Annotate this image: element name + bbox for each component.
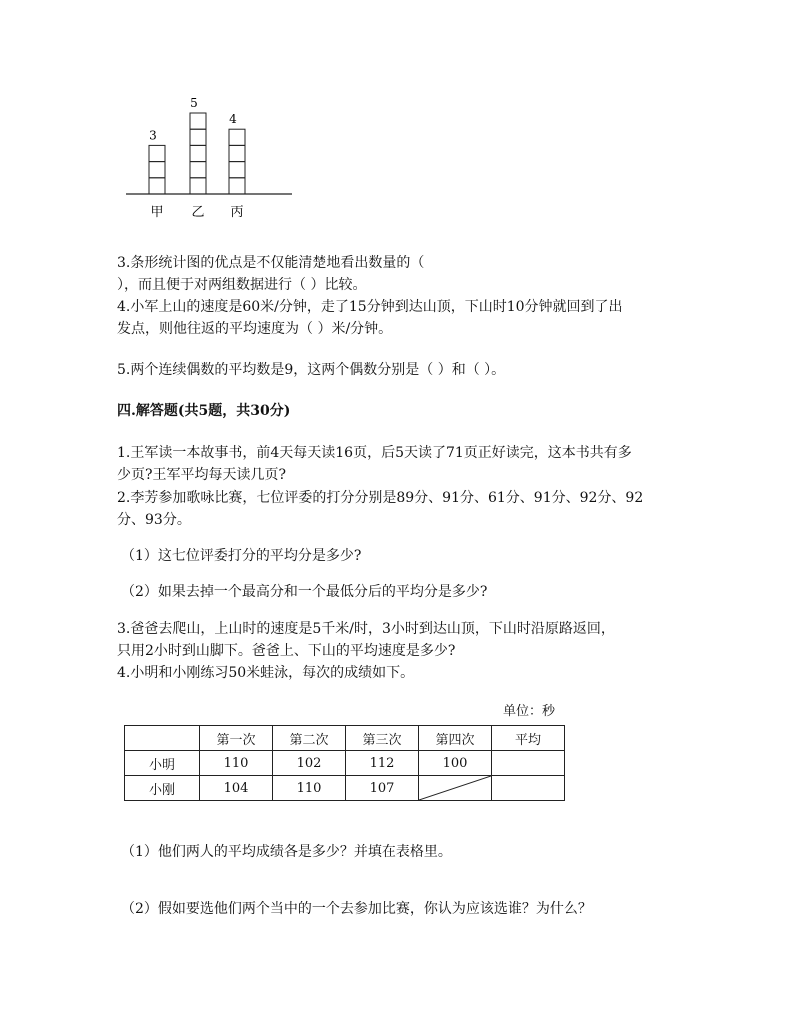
- problem-1-line-2: 少页?王军平均每天读几页?: [117, 467, 287, 483]
- bar-unit-square: [149, 178, 165, 194]
- bar-unit-square: [190, 113, 206, 129]
- table-cell-blank: [492, 751, 565, 776]
- question-3-line-1: 3.条形统计图的优点是不仅能清楚地看出数量的（: [117, 255, 425, 271]
- bar-unit-square: [229, 162, 245, 178]
- problem-3-line-1: 3.爸爸去爬山，上山时的速度是5千米/时，3小时到达山顶，下山时沿原路返回，: [117, 621, 615, 637]
- category-label: 甲: [150, 205, 164, 220]
- table-cell: 102: [273, 751, 346, 776]
- problem-2-sub-2: （2）如果去掉一个最高分和一个最低分后的平均分是多少?: [121, 584, 488, 600]
- diagonal-slash: [419, 776, 491, 800]
- problem-4-sub-2: （2）假如要选他们两个当中的一个去参加比赛，你认为应该选谁？为什么？: [121, 901, 592, 917]
- bar-unit-square: [229, 178, 245, 194]
- bar-unit-square: [190, 178, 206, 194]
- bar-data-label: 4: [229, 112, 237, 127]
- problem-4-line-1: 4.小明和小刚练习50米蛙泳，每次的成绩如下。: [117, 665, 415, 681]
- table-header-cell: 第三次: [346, 726, 419, 751]
- table-cell: 小明: [125, 751, 200, 776]
- category-label: 丙: [230, 205, 244, 220]
- table-unit-label: 单位：秒: [503, 704, 556, 719]
- bar-chart: [0, 0, 794, 240]
- table-cell: 112: [346, 751, 419, 776]
- bar-unit-square: [149, 162, 165, 178]
- problem-1-line-1: 1.王军读一本故事书，前4天每天读16页，后5天读了71页正好读完，这本书共有多: [117, 445, 632, 461]
- bar-data-label: 5: [190, 96, 198, 110]
- bar-unit-square: [149, 145, 165, 161]
- bar-unit-square: [190, 145, 206, 161]
- section-heading: 四.解答题(共5题，共30分): [117, 403, 291, 419]
- bar-unit-square: [229, 129, 245, 145]
- bar-unit-square: [190, 129, 206, 145]
- table-header-cell: [125, 726, 200, 751]
- table-cell-blank: [492, 776, 565, 801]
- question-4-line-1: 4.小军上山的速度是60米/分钟，走了15分钟到达山顶，下山时10分钟就回到了出: [117, 299, 623, 315]
- table-cell: 小刚: [125, 776, 200, 801]
- problem-2-line-2: 分、93分。: [117, 512, 191, 528]
- table-cell: 104: [200, 776, 273, 801]
- table-header-row: [125, 726, 565, 751]
- table-cell: 107: [346, 776, 419, 801]
- table-cell: 100: [419, 751, 492, 776]
- question-4-line-2: 发点，则他往返的平均速度为（ ）米/分钟。: [117, 321, 393, 337]
- problem-2-sub-1: （1）这七位评委打分的平均分是多少?: [121, 548, 362, 564]
- table-header-cell: 第二次: [273, 726, 346, 751]
- question-3-line-2: ），而且便于对两组数据进行（ ）比较。: [117, 277, 367, 293]
- problem-3-line-2: 只用2小时到山脚下。爸爸上、下山的平均速度是多少?: [117, 643, 456, 659]
- score-table: [124, 725, 565, 801]
- table-row: [125, 776, 565, 801]
- question-5: 5.两个连续偶数的平均数是9，这两个偶数分别是（ ）和（ ）。: [117, 362, 506, 378]
- table-cell: 110: [200, 751, 273, 776]
- chart-bars: [149, 96, 245, 220]
- bar-unit-square: [229, 145, 245, 161]
- category-label: 乙: [191, 205, 205, 220]
- table-cell-crossed: [419, 776, 492, 801]
- problem-2-line-1: 2.李芳参加歌咏比赛，七位评委的打分分别是89分、91分、61分、91分、92分、92: [117, 490, 644, 506]
- bar-data-label: 3: [149, 128, 157, 143]
- table-row: [125, 751, 565, 776]
- table-header-cell: 第一次: [200, 726, 273, 751]
- bar-unit-square: [190, 162, 206, 178]
- table-cell: 110: [273, 776, 346, 801]
- problem-4-sub-1: （1）他们两人的平均成绩各是多少？并填在表格里。: [121, 844, 452, 860]
- table-header-cell: 第四次: [419, 726, 492, 751]
- table-header-cell: 平均: [492, 726, 565, 751]
